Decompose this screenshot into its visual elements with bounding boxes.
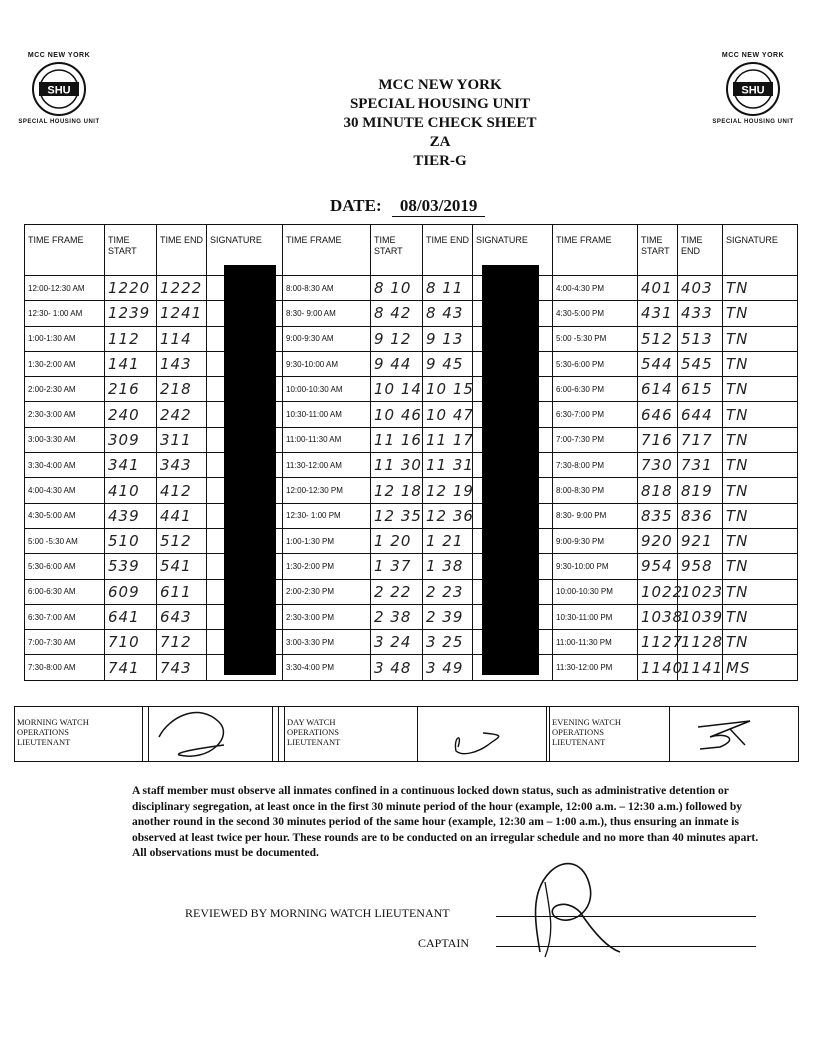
- header-zone: ZA: [429, 134, 451, 150]
- time-end-cell: 1241: [157, 301, 207, 326]
- col-header: TIME START: [105, 225, 157, 276]
- time-start-cell: 1239: [105, 301, 157, 326]
- time-start-cell: 1140: [638, 655, 678, 680]
- time-start-cell: 741: [105, 655, 157, 680]
- time-end-cell: 1023: [678, 579, 723, 604]
- logo-bottom-text: SPECIAL HOUSING UNIT: [712, 119, 794, 125]
- time-start-cell: 609: [105, 579, 157, 604]
- time-frame-cell: 7:30-8:00 PM: [553, 453, 638, 478]
- time-frame-cell: 8:30- 9:00 AM: [283, 301, 371, 326]
- svg-text:SHU: SHU: [741, 84, 765, 97]
- svg-text:SHU: SHU: [47, 84, 71, 97]
- time-frame-cell: 5:30-6:00 PM: [553, 351, 638, 376]
- date-label: DATE:: [330, 196, 382, 215]
- table-row: [25, 579, 798, 604]
- header-facility: MCC NEW YORK: [378, 77, 502, 93]
- time-end-cell: 412: [157, 478, 207, 503]
- time-end-cell: 1128: [678, 630, 723, 655]
- signature-cell: TN: [723, 478, 798, 503]
- time-end-cell: 441: [157, 503, 207, 528]
- time-start-cell: 835: [638, 503, 678, 528]
- time-start-cell: 216: [105, 377, 157, 402]
- table-row: [25, 453, 798, 478]
- day-watch-label: LIEUTENANT: [287, 737, 341, 747]
- signature-scribble-icon: [149, 707, 273, 761]
- col-header: TIME START: [638, 225, 678, 276]
- time-start-cell: 1220: [105, 276, 157, 301]
- time-frame-cell: 10:00-10:30 PM: [553, 579, 638, 604]
- time-frame-cell: 1:00-1:30 PM: [283, 528, 371, 553]
- time-frame-cell: 5:30-6:00 AM: [25, 554, 105, 579]
- time-start-cell: 1022: [638, 579, 678, 604]
- time-start-cell: 2 22: [371, 579, 423, 604]
- signature-cell: TN: [723, 326, 798, 351]
- time-frame-cell: 1:30-2:00 AM: [25, 351, 105, 376]
- signature-cell: TN: [723, 402, 798, 427]
- time-frame-cell: 3:30-4:00 AM: [25, 453, 105, 478]
- time-frame-cell: 3:00-3:30 PM: [283, 630, 371, 655]
- time-frame-cell: 12:00-12:30 PM: [283, 478, 371, 503]
- time-start-cell: 309: [105, 427, 157, 452]
- time-start-cell: 431: [638, 301, 678, 326]
- time-end-cell: 2 23: [423, 579, 473, 604]
- table-row: [25, 351, 798, 376]
- header-title: 30 MINUTE CHECK SHEET: [343, 115, 537, 131]
- time-start-cell: 539: [105, 554, 157, 579]
- logo-bottom-text: SPECIAL HOUSING UNIT: [18, 119, 100, 125]
- time-start-cell: 2 38: [371, 604, 423, 629]
- table-row: [25, 604, 798, 629]
- morning-watch-label: OPERATIONS: [17, 727, 69, 737]
- time-end-cell: 717: [678, 427, 723, 452]
- time-start-cell: 141: [105, 351, 157, 376]
- time-start-cell: 614: [638, 377, 678, 402]
- time-start-cell: 8 10: [371, 276, 423, 301]
- time-start-cell: 410: [105, 478, 157, 503]
- time-end-cell: 343: [157, 453, 207, 478]
- morning-watch-label: MORNING WATCH: [17, 717, 89, 727]
- signature-scribble-icon: [418, 707, 547, 761]
- time-frame-cell: 7:30-8:00 AM: [25, 655, 105, 680]
- col-header: SIGNATURE: [473, 225, 553, 276]
- table-row: [25, 276, 798, 301]
- logo-top-text: MCC NEW YORK: [721, 52, 785, 59]
- signature-cell: TN: [723, 630, 798, 655]
- time-frame-cell: 4:30-5:00 AM: [25, 503, 105, 528]
- time-end-cell: 1222: [157, 276, 207, 301]
- time-end-cell: 12 19: [423, 478, 473, 503]
- signature-cell: TN: [723, 604, 798, 629]
- time-end-cell: 1141: [678, 655, 723, 680]
- time-frame-cell: 9:00-9:30 PM: [553, 528, 638, 553]
- signature-scribble-icon: [670, 707, 798, 761]
- signature-cell: TN: [723, 377, 798, 402]
- time-frame-cell: 11:30-12:00 PM: [553, 655, 638, 680]
- time-end-cell: 403: [678, 276, 723, 301]
- table-row: [25, 427, 798, 452]
- table-header-row: [25, 225, 798, 276]
- date-row: [330, 196, 485, 217]
- evening-watch-label: LIEUTENANT: [552, 737, 606, 747]
- time-frame-cell: 6:30-7:00 AM: [25, 604, 105, 629]
- time-end-cell: 1 38: [423, 554, 473, 579]
- review-captain-label: CAPTAIN: [418, 936, 470, 950]
- time-end-cell: 218: [157, 377, 207, 402]
- col-header: SIGNATURE: [207, 225, 283, 276]
- sheet-header: [300, 76, 580, 171]
- time-frame-cell: 1:30-2:00 PM: [283, 554, 371, 579]
- time-frame-cell: 12:30- 1:00 PM: [283, 503, 371, 528]
- time-frame-cell: 11:30-12:00 AM: [283, 453, 371, 478]
- time-start-cell: 1127: [638, 630, 678, 655]
- shu-badge-icon: [31, 61, 87, 117]
- signature-cell: TN: [723, 579, 798, 604]
- time-start-cell: 954: [638, 554, 678, 579]
- time-end-cell: 545: [678, 351, 723, 376]
- table-row: [25, 503, 798, 528]
- time-end-cell: 712: [157, 630, 207, 655]
- policy-statement: A staff member must observe all inmates confined in a continuous locked down status, such as administrative detention or disciplinary segregation, at least once in the first 30 minute period of the hour (example, 12:00 a.m. – 12:30 a.m.) followed by another round in the second 30 minutes period of the same hour (example, 12:30 am – 1:00 a.m.), thus ensuring an inmate is observed at least twice per hour. These rounds are to be conducted on an irregular schedule and no more than 40 minutes apart. All observations must be documented.: [132, 785, 759, 859]
- time-start-cell: 8 42: [371, 301, 423, 326]
- time-frame-cell: 4:30-5:00 PM: [553, 301, 638, 326]
- logo-top-text: MCC NEW YORK: [27, 52, 91, 59]
- col-header: TIME FRAME: [553, 225, 638, 276]
- time-end-cell: 12 36: [423, 503, 473, 528]
- time-frame-cell: 11:00-11:30 PM: [553, 630, 638, 655]
- time-start-cell: 240: [105, 402, 157, 427]
- header-tier: TIER-G: [413, 153, 467, 169]
- time-end-cell: 10 15: [423, 377, 473, 402]
- time-end-cell: 11 31: [423, 453, 473, 478]
- col-header: TIME END: [157, 225, 207, 276]
- time-frame-cell: 9:00-9:30 AM: [283, 326, 371, 351]
- time-frame-cell: 12:00-12:30 AM: [25, 276, 105, 301]
- time-end-cell: 11 17: [423, 427, 473, 452]
- table-row: [25, 554, 798, 579]
- signature-cell: TN: [723, 276, 798, 301]
- signature-cell: TN: [723, 427, 798, 452]
- time-end-cell: 743: [157, 655, 207, 680]
- evening-watch-signature: [670, 707, 798, 761]
- time-end-cell: 8 11: [423, 276, 473, 301]
- time-end-cell: 513: [678, 326, 723, 351]
- shu-logo-right: [708, 52, 798, 125]
- time-end-cell: 731: [678, 453, 723, 478]
- table-row: [25, 630, 798, 655]
- time-frame-cell: 6:00-6:30 AM: [25, 579, 105, 604]
- time-frame-cell: 3:00-3:30 AM: [25, 427, 105, 452]
- time-start-cell: 11 30: [371, 453, 423, 478]
- time-end-cell: 143: [157, 351, 207, 376]
- signature-cell: TN: [723, 301, 798, 326]
- shu-badge-icon: [725, 61, 781, 117]
- signature-cell: TN: [723, 554, 798, 579]
- col-header: TIME FRAME: [25, 225, 105, 276]
- time-start-cell: 12 18: [371, 478, 423, 503]
- watch-signature-strip: [14, 706, 799, 762]
- time-end-cell: 242: [157, 402, 207, 427]
- time-start-cell: 10 46: [371, 402, 423, 427]
- time-start-cell: 112: [105, 326, 157, 351]
- redaction-bar-1: [224, 265, 276, 675]
- evening-watch-label: EVENING WATCH: [552, 717, 622, 727]
- time-frame-cell: 6:30-7:00 PM: [553, 402, 638, 427]
- time-end-cell: 836: [678, 503, 723, 528]
- time-start-cell: 401: [638, 276, 678, 301]
- time-frame-cell: 2:30-3:00 PM: [283, 604, 371, 629]
- time-start-cell: 710: [105, 630, 157, 655]
- time-end-cell: 8 43: [423, 301, 473, 326]
- time-end-cell: 114: [157, 326, 207, 351]
- day-watch-label: OPERATIONS: [287, 727, 339, 737]
- table-row: [25, 655, 798, 680]
- time-end-cell: 644: [678, 402, 723, 427]
- time-start-cell: 646: [638, 402, 678, 427]
- time-frame-cell: 11:00-11:30 AM: [283, 427, 371, 452]
- time-start-cell: 10 14: [371, 377, 423, 402]
- time-frame-cell: 2:00-2:30 AM: [25, 377, 105, 402]
- time-frame-cell: 5:00 -5:30 AM: [25, 528, 105, 553]
- day-watch-label: DAY WATCH: [287, 717, 336, 727]
- time-frame-cell: 3:30-4:00 PM: [283, 655, 371, 680]
- time-start-cell: 510: [105, 528, 157, 553]
- time-start-cell: 341: [105, 453, 157, 478]
- time-start-cell: 12 35: [371, 503, 423, 528]
- header-unit: SPECIAL HOUSING UNIT: [349, 96, 531, 112]
- table-row: [25, 301, 798, 326]
- table-row: [25, 402, 798, 427]
- col-header: SIGNATURE: [723, 225, 798, 276]
- time-start-cell: 1 37: [371, 554, 423, 579]
- time-start-cell: 920: [638, 528, 678, 553]
- time-end-cell: 1 21: [423, 528, 473, 553]
- time-frame-cell: 5:00 -5:30 PM: [553, 326, 638, 351]
- col-header: TIME END: [423, 225, 473, 276]
- time-frame-cell: 2:30-3:00 AM: [25, 402, 105, 427]
- time-end-cell: 1039: [678, 604, 723, 629]
- time-frame-cell: 10:00-10:30 AM: [283, 377, 371, 402]
- morning-watch-signature: [149, 707, 273, 761]
- time-start-cell: 818: [638, 478, 678, 503]
- captain-signature-scribble-icon: [510, 852, 630, 962]
- time-frame-cell: 2:00-2:30 PM: [283, 579, 371, 604]
- time-start-cell: 9 44: [371, 351, 423, 376]
- time-frame-cell: 7:00-7:30 AM: [25, 630, 105, 655]
- time-end-cell: 3 49: [423, 655, 473, 680]
- table-row: [25, 377, 798, 402]
- time-start-cell: 1038: [638, 604, 678, 629]
- date-value: 08/03/2019: [392, 196, 485, 217]
- time-start-cell: 11 16: [371, 427, 423, 452]
- time-frame-cell: 8:30- 9:00 PM: [553, 503, 638, 528]
- time-end-cell: 512: [157, 528, 207, 553]
- col-header: TIME END: [678, 225, 723, 276]
- time-frame-cell: 7:00-7:30 PM: [553, 427, 638, 452]
- time-frame-cell: 6:00-6:30 PM: [553, 377, 638, 402]
- time-frame-cell: 8:00-8:30 AM: [283, 276, 371, 301]
- time-frame-cell: 4:00-4:30 AM: [25, 478, 105, 503]
- time-end-cell: 433: [678, 301, 723, 326]
- time-start-cell: 716: [638, 427, 678, 452]
- signature-cell: MS: [723, 655, 798, 680]
- review-morning-label: REVIEWED BY MORNING WATCH LIEUTENANT: [185, 906, 450, 920]
- signature-cell: TN: [723, 351, 798, 376]
- time-end-cell: 10 47: [423, 402, 473, 427]
- table-row: [25, 326, 798, 351]
- signature-cell: TN: [723, 453, 798, 478]
- time-start-cell: 439: [105, 503, 157, 528]
- time-end-cell: 9 45: [423, 351, 473, 376]
- time-start-cell: 3 24: [371, 630, 423, 655]
- signature-cell: TN: [723, 503, 798, 528]
- time-start-cell: 641: [105, 604, 157, 629]
- redaction-bar-2: [482, 265, 539, 675]
- time-start-cell: 512: [638, 326, 678, 351]
- col-header: TIME START: [371, 225, 423, 276]
- time-frame-cell: 10:30-11:00 PM: [553, 604, 638, 629]
- time-start-cell: 544: [638, 351, 678, 376]
- col-header: TIME FRAME: [283, 225, 371, 276]
- time-end-cell: 9 13: [423, 326, 473, 351]
- morning-watch-label: LIEUTENANT: [17, 737, 71, 747]
- time-frame-cell: 4:00-4:30 PM: [553, 276, 638, 301]
- time-frame-cell: 12:30- 1:00 AM: [25, 301, 105, 326]
- time-frame-cell: 1:00-1:30 AM: [25, 326, 105, 351]
- time-end-cell: 2 39: [423, 604, 473, 629]
- time-end-cell: 615: [678, 377, 723, 402]
- time-end-cell: 611: [157, 579, 207, 604]
- table-row: [25, 528, 798, 553]
- time-end-cell: 921: [678, 528, 723, 553]
- time-frame-cell: 8:00-8:30 PM: [553, 478, 638, 503]
- signature-cell: TN: [723, 528, 798, 553]
- time-end-cell: 541: [157, 554, 207, 579]
- time-end-cell: 958: [678, 554, 723, 579]
- time-start-cell: 730: [638, 453, 678, 478]
- time-start-cell: 1 20: [371, 528, 423, 553]
- table-row: [25, 478, 798, 503]
- check-log-table: [24, 224, 798, 681]
- time-start-cell: 9 12: [371, 326, 423, 351]
- time-frame-cell: 9:30-10:00 PM: [553, 554, 638, 579]
- time-start-cell: 3 48: [371, 655, 423, 680]
- evening-watch-label: OPERATIONS: [552, 727, 604, 737]
- time-end-cell: 311: [157, 427, 207, 452]
- time-frame-cell: 9:30-10:00 AM: [283, 351, 371, 376]
- time-frame-cell: 10:30-11:00 AM: [283, 402, 371, 427]
- shu-logo-left: [14, 52, 104, 125]
- time-end-cell: 819: [678, 478, 723, 503]
- time-end-cell: 3 25: [423, 630, 473, 655]
- day-watch-signature: [418, 707, 547, 761]
- time-end-cell: 643: [157, 604, 207, 629]
